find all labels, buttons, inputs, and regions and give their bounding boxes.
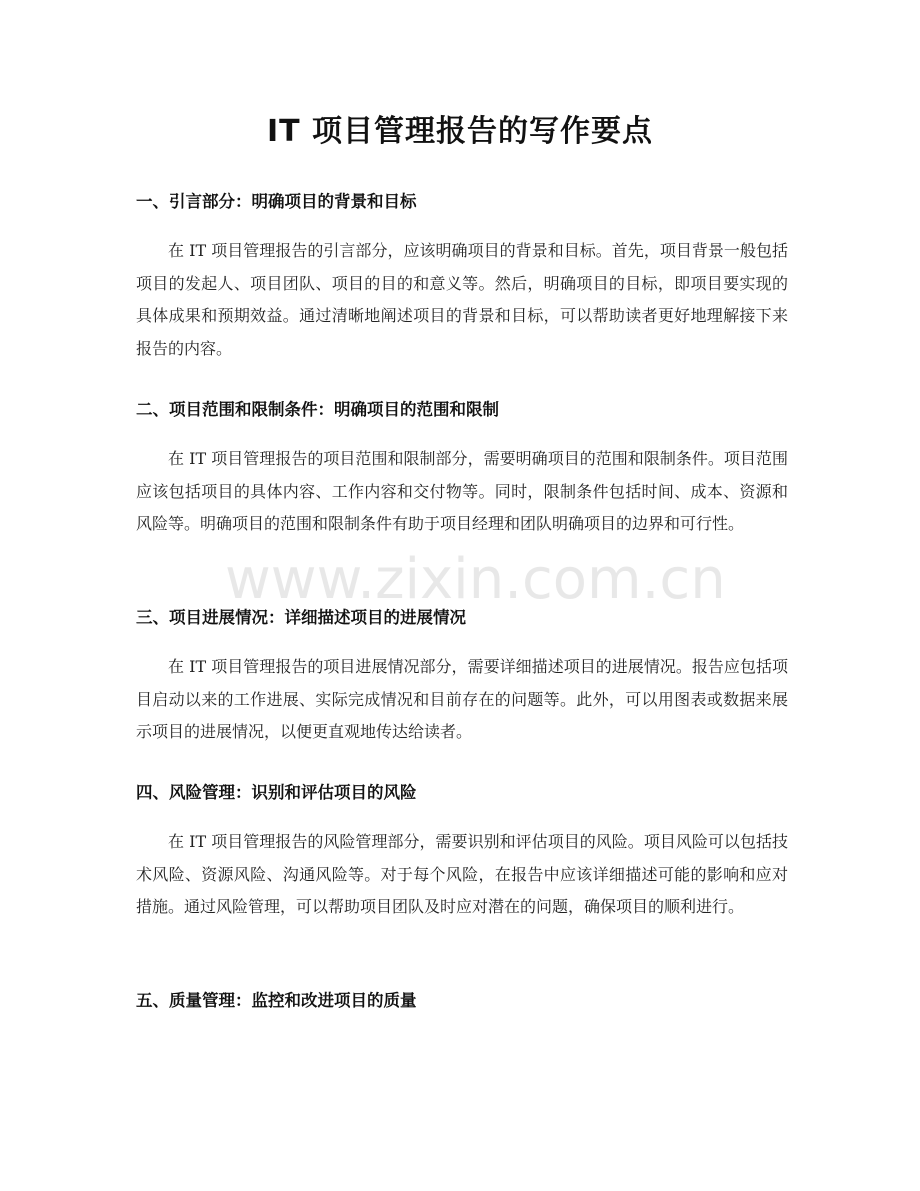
document-title: IT 项目管理报告的写作要点 xyxy=(266,114,654,149)
section-heading-5: 五、质量管理：监控和改进项目的质量 xyxy=(136,991,417,1010)
section-paragraph-3: 在 IT 项目管理报告的项目进展情况部分，需要详细描述项目的进展情况。报告应包括项目启动以来的工作进展、实际完成情况和目前存在的问题等。此外，可以用图表或数据来展示项目的进展情况，以便更直观地传达给读者。 xyxy=(136,657,788,741)
watermark: www.zixin.com.cn xyxy=(225,547,726,612)
section-heading-1: 一、引言部分：明确项目的背景和目标 xyxy=(136,192,417,211)
section-heading-4: 四、风险管理：识别和评估项目的风险 xyxy=(136,783,417,802)
section-heading-2: 二、项目范围和限制条件：明确项目的范围和限制 xyxy=(136,400,499,419)
section-paragraph-1: 在 IT 项目管理报告的引言部分，应该明确项目的背景和目标。首先，项目背景一般包括项目的发起人、项目团队、项目的目的和意义等。然后，明确项目的目标，即项目要实现的具体成果和预期效益。通过清晰地阐述项目的背景和目标，可以帮助读者更好地理解接下来报告的内容。 xyxy=(136,241,788,358)
section-heading-3: 三、项目进展情况：详细描述项目的进展情况 xyxy=(136,608,466,627)
section-paragraph-2: 在 IT 项目管理报告的项目范围和限制部分，需要明确项目的范围和限制条件。项目范围应该包括项目的具体内容、工作内容和交付物等。同时，限制条件包括时间、成本、资源和风险等。明确项目的范围和限制条件有助于项目经理和团队明确项目的边界和可行性。 xyxy=(136,449,788,533)
section-paragraph-4: 在 IT 项目管理报告的风险管理部分，需要识别和评估项目的风险。项目风险可以包括技术风险、资源风险、沟通风险等。对于每个风险，在报告中应该详细描述可能的影响和应对措施。通过风险管理，可以帮助项目团队及时应对潜在的问题，确保项目的顺利进行。 xyxy=(136,832,788,916)
